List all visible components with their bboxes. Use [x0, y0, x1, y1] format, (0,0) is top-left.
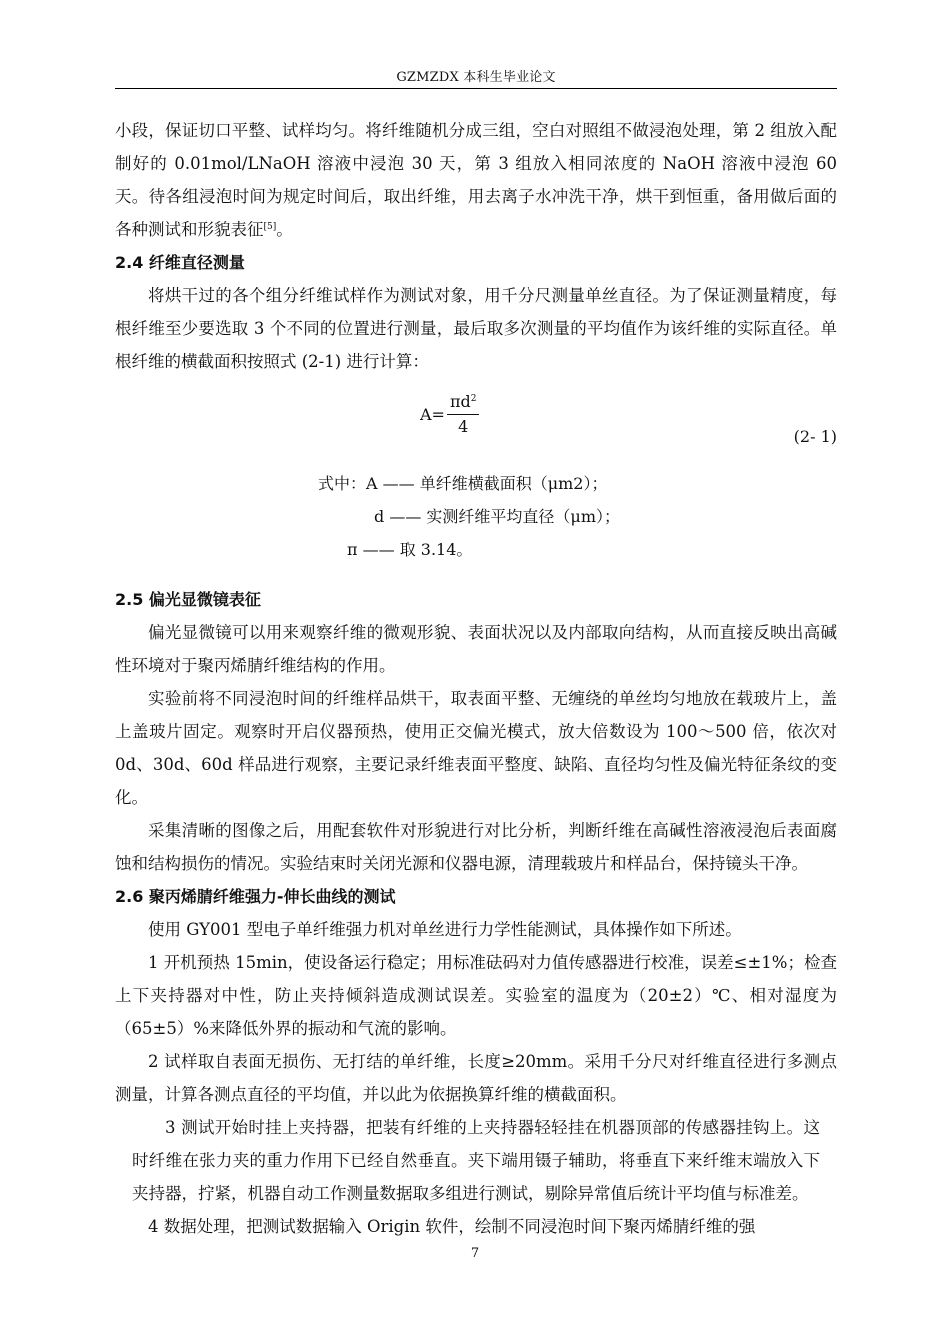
equation-number: (2- 1)	[793, 427, 837, 446]
paragraph-step-2: 2 试样取自表面无损伤、无打结的单纤维，长度≥20mm。采用千分尺对纤维直径进行多测点测量，计算各测点直径的平均值，并以此为依据换算纤维的横截面积。	[115, 1052, 837, 1104]
citation: [5]	[263, 222, 277, 232]
formula-numerator	[447, 392, 480, 415]
definition-pi: π —— 取 3.14。	[347, 540, 473, 559]
variable-definitions	[115, 474, 837, 583]
paragraph-polarizing-intro: 偏光显微镜可以用来观察纤维的微观形貌、表面状况以及内部取向结构，从而直接反映出高碱性环境对于聚丙烯腈纤维结构的作用。	[115, 623, 837, 675]
running-header: GZMZDX 本科生毕业论文	[396, 70, 556, 85]
formula-lhs: A=	[420, 405, 445, 424]
paragraph-text: 小段，保证切口平整、试样均匀。将纤维随机分成三组，空白对照组不做浸泡处理，第 2 组放入配制好的 0.01mol/LNaOH 溶液中浸泡 30 天，第 3 组放入相同浓度的 NaOH 溶液中浸泡 60 天。待各组浸泡时间为规定时间后，取出纤维，用去离子水冲洗干净，烘干到恒重，备用做后面的各种测试和形貌表征	[115, 121, 837, 239]
formula-denominator: 4	[458, 417, 469, 436]
paragraph-sample-prep	[115, 114, 837, 246]
page-number: 7	[470, 1246, 480, 1261]
header-rule	[115, 88, 837, 89]
paragraph-step-1: 1 开机预热 15min，使设备运行稳定；用标准砝码对力值传感器进行校准，误差≤±1%；检查上下夹持器对中性，防止夹持倾斜造成测试误差。实验室的温度为（20±2）℃、相对湿度为（65±5）%来降低外界的振动和气流的影响。	[115, 953, 837, 1038]
paragraph-diameter-measurement: 将烘干过的各个组分纤维试样作为测试对象，用千分尺测量单丝直径。为了保证测量精度，每根纤维至少要选取 3 个不同的位置进行测量，最后取多次测量的平均值作为该纤维的实际直径。单根纤维的横截面积按照式 (2-1) 进行计算：	[115, 286, 837, 371]
formula-numerator-base: πd	[449, 392, 471, 411]
paragraph-polarizing-procedure: 实验前将不同浸泡时间的纤维样品烘干，取表面平整、无缠绕的单丝均匀地放在载玻片上，盖上盖玻片固定。观察时开启仪器预热，使用正交偏光模式，放大倍数设为 100～500 倍，依次对 0d、30d、60d 样品进行观察，主要记录纤维表面平整度、缺陷、直径均匀性及偏光特征条纹的变化。	[115, 689, 837, 807]
definition-diameter: d —— 实测纤维平均直径（μm）；	[374, 507, 620, 526]
cross-section-area-formula	[420, 392, 479, 437]
paragraph-end: 。	[276, 220, 293, 239]
section-heading-2-6: 2.6 聚丙烯腈纤维强力-伸长曲线的测试	[115, 887, 396, 906]
section-heading-2-5: 2.5 偏光显微镜表征	[115, 590, 261, 609]
definition-area: 式中：A —— 单纤维横截面积（μm2）；	[318, 474, 608, 493]
formula-exponent: 2	[470, 394, 477, 404]
paragraph-polarizing-analysis: 采集清晰的图像之后，用配套软件对形貌进行对比分析，判断纤维在高碱性溶液浸泡后表面腐蚀和结构损伤的情况。实验结束时关闭光源和仪器电源，清理载玻片和样品台，保持镜头干净。	[115, 821, 837, 873]
paragraph-tensile-intro: 使用 GY001 型电子单纤维强力机对单丝进行力学性能测试，具体操作如下所述。	[148, 920, 742, 939]
paragraph-step-4: 4 数据处理，把测试数据输入 Origin 软件，绘制不同浸泡时间下聚丙烯腈纤维的强	[148, 1217, 756, 1236]
formula-fraction	[447, 392, 480, 437]
paragraph-step-3: 3 测试开始时挂上夹持器，把装有纤维的上夹持器轻轻挂在机器顶部的传感器挂钩上。这时纤维在张力夹的重力作用下已经自然垂直。夹下端用镊子辅助，将垂直下来纤维末端放入下夹持器，拧紧，机器自动工作测量数据取多组进行测试，剔除异常值后统计平均值与标准差。	[132, 1118, 820, 1203]
document-body	[115, 114, 837, 1243]
section-heading-2-4: 2.4 纤维直径测量	[115, 253, 245, 272]
